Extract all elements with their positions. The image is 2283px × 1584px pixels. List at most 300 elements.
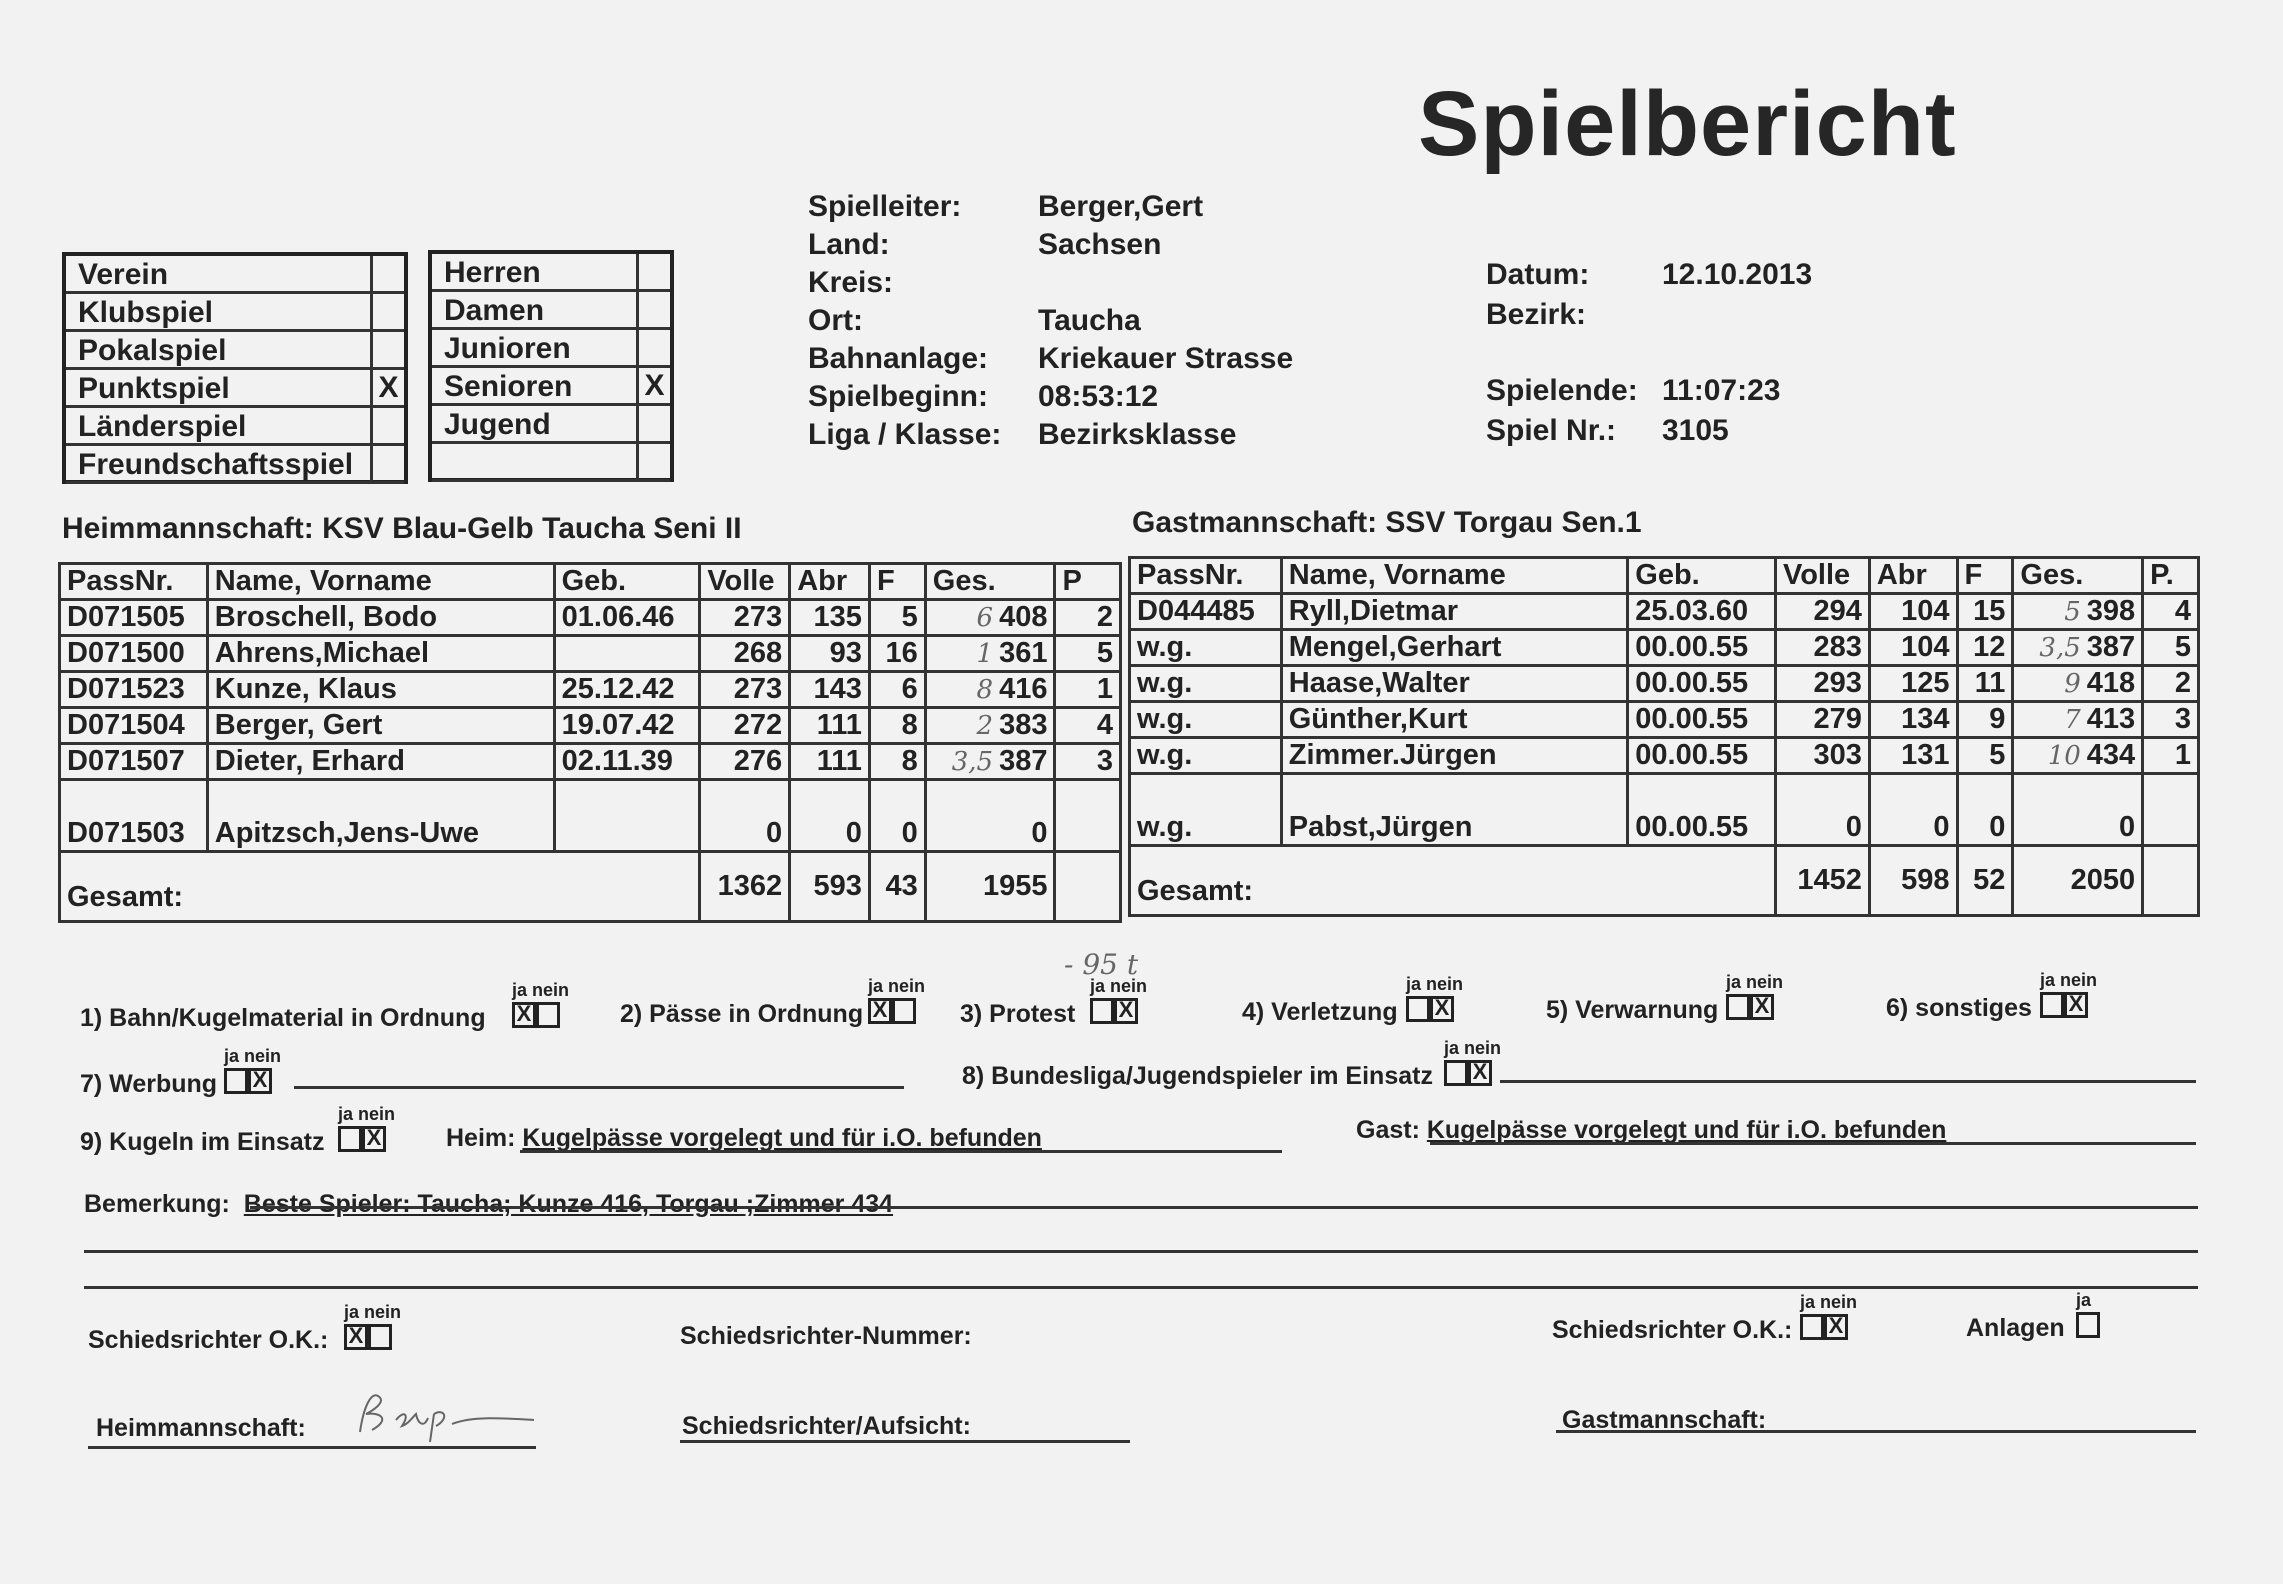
table-row: [1130, 702, 2199, 738]
q4-ja-nein: [1406, 974, 1463, 995]
q3-handwritten-note: - 95 t: [1064, 948, 1139, 981]
column-header: Geb.: [1628, 558, 1776, 594]
player-name: Broschell, Bodo: [207, 600, 554, 636]
column-header: Name, Vorname: [1281, 558, 1628, 594]
score-total: 0: [1031, 817, 1048, 849]
score-abr: 0: [1869, 774, 1957, 846]
score-f: 16: [869, 636, 925, 672]
score-total-cell: [2013, 666, 2143, 702]
table-row: [60, 708, 1121, 744]
spielnr-value: 3105: [1662, 414, 1729, 447]
q3-ja-checkbox[interactable]: [1090, 998, 1114, 1024]
type_box-label: Punktspiel: [78, 372, 230, 405]
score-total-cell: [2013, 702, 2143, 738]
player-name: Ryll,Dietmar: [1281, 594, 1628, 630]
total-f: 52: [1957, 846, 2013, 916]
q3-label: 3) Protest: [960, 1000, 1076, 1028]
pass-nr: D071504: [60, 708, 208, 744]
q4-ja-checkbox[interactable]: [1406, 996, 1430, 1022]
type_box-row: [66, 446, 404, 484]
bemerkung-label: Bemerkung:: [84, 1190, 230, 1218]
score-total-cell: [925, 672, 1055, 708]
column-header: Ges.: [2013, 558, 2143, 594]
type_box-label: Freundschaftsspiel: [78, 448, 354, 481]
ja-label: ja: [338, 1104, 354, 1124]
class_box-mark[interactable]: [636, 444, 670, 479]
q6-ja-nein: [2040, 970, 2097, 991]
ja-label: ja: [1800, 1292, 1816, 1312]
points: [1055, 780, 1121, 852]
score-volle: 283: [1776, 630, 1870, 666]
page-title: Spielbericht: [1418, 73, 1957, 175]
score-total: 0: [2119, 811, 2136, 843]
type_box-row: [66, 408, 404, 446]
pass-nr: w.g.: [1130, 630, 1282, 666]
total-f: 43: [869, 852, 925, 922]
ja-label: ja: [1090, 976, 1106, 996]
column-header: PassNr.: [60, 564, 208, 600]
nein-label: nein: [2060, 970, 2098, 990]
home-team-line: [62, 512, 742, 546]
q4-checkboxes: [1406, 996, 1454, 1022]
class_box-mark[interactable]: [636, 254, 670, 289]
ja-label: ja: [1406, 974, 1422, 994]
type_box-row: [66, 294, 404, 332]
q9-ja-checkbox[interactable]: [338, 1126, 362, 1152]
score-abr: 125: [1869, 666, 1957, 702]
schiri-ok-guest-label: Schiedsrichter O.K.:: [1552, 1316, 1793, 1344]
q8-line: [1500, 1080, 2196, 1083]
table-row: [1130, 738, 2199, 774]
player-name: Günther,Kurt: [1281, 702, 1628, 738]
points: 1: [1055, 672, 1121, 708]
bemerkung-line-3: [84, 1286, 2198, 1289]
points: 3: [2143, 702, 2199, 738]
schiri-home-ja-checkbox[interactable]: X: [344, 1324, 368, 1350]
class_box-label: Damen: [444, 294, 545, 327]
total-volle: 1452: [1776, 846, 1870, 916]
info-value: 08:53:12: [1038, 380, 1159, 413]
total-points-empty: [1055, 852, 1121, 922]
birth-date: 00.00.55: [1628, 666, 1776, 702]
column-header: Geb.: [554, 564, 700, 600]
player-name: Mengel,Gerhart: [1281, 630, 1628, 666]
column-header: Abr: [1869, 558, 1957, 594]
score-f: 12: [1957, 630, 2013, 666]
home-team-name: KSV Blau-Gelb Taucha Seni II: [322, 512, 742, 545]
q7-nein-checkbox[interactable]: X: [248, 1068, 272, 1094]
type_box-row: [66, 256, 404, 294]
class_box-mark[interactable]: [636, 292, 670, 327]
handwritten-rank: 6: [976, 603, 994, 633]
class_box-label: Jugend: [444, 408, 551, 441]
q8-ja-checkbox[interactable]: [1444, 1060, 1468, 1086]
class_box-mark[interactable]: [636, 406, 670, 441]
score-volle: 276: [700, 744, 790, 780]
birth-date: 25.12.42: [554, 672, 700, 708]
q5-nein-checkbox[interactable]: X: [1750, 994, 1774, 1020]
column-header: PassNr.: [1130, 558, 1282, 594]
q5-ja-nein: [1726, 972, 1783, 993]
nein-label: nein: [244, 1046, 282, 1066]
sig-home-label: Heimmannschaft:: [96, 1414, 306, 1442]
column-header: P.: [2143, 558, 2199, 594]
guest-team-line: [1132, 506, 1642, 540]
sig-guest-label: Gastmannschaft:: [1562, 1406, 1767, 1434]
class_box-mark[interactable]: X: [636, 368, 670, 403]
score-total-cell: [925, 636, 1055, 672]
q2-nein-checkbox[interactable]: [892, 998, 916, 1024]
column-header: P: [1055, 564, 1121, 600]
info-value: Bezirksklasse: [1038, 418, 1237, 451]
column-header: Volle: [1776, 558, 1870, 594]
nein-label: nein: [1426, 974, 1464, 994]
score-f: 9: [1957, 702, 2013, 738]
score-total-cell: [925, 780, 1055, 852]
score-abr: 135: [790, 600, 870, 636]
q1-nein-checkbox[interactable]: [536, 1002, 560, 1028]
info-label: Ort:: [808, 304, 863, 337]
column-header: Volle: [700, 564, 790, 600]
birth-date: 02.11.39: [554, 744, 700, 780]
score-total: 413: [2086, 703, 2136, 735]
score-abr: 111: [790, 744, 870, 780]
pass-nr: D071507: [60, 744, 208, 780]
q3-nein-checkbox[interactable]: X: [1114, 998, 1138, 1024]
score-volle: 273: [700, 672, 790, 708]
ja-label: ja: [868, 976, 884, 996]
score-f: 11: [1957, 666, 2013, 702]
schiri-guest-nein-checkbox[interactable]: X: [1824, 1314, 1848, 1340]
column-header: Abr: [790, 564, 870, 600]
points: 5: [2143, 630, 2199, 666]
points: [2143, 774, 2199, 846]
score-abr: 0: [790, 780, 870, 852]
birth-date: 19.07.42: [554, 708, 700, 744]
score-volle: 0: [700, 780, 790, 852]
pass-nr: D071503: [60, 780, 208, 852]
spielende-value: 11:07:23: [1662, 374, 1781, 407]
info-label: Spielbeginn:: [808, 380, 988, 413]
class_box-label: Senioren: [444, 370, 573, 403]
score-volle: 294: [1776, 594, 1870, 630]
table-row: [60, 636, 1121, 672]
q7-ja-nein: [224, 1046, 281, 1067]
score-f: 0: [1957, 774, 2013, 846]
birth-date: [554, 636, 700, 672]
nein-label: nein: [1746, 972, 1784, 992]
table-row: [60, 780, 1121, 852]
type_box-mark[interactable]: [370, 256, 404, 291]
column-header: F: [869, 564, 925, 600]
q7-line: [294, 1086, 904, 1089]
q8-ja-nein: [1444, 1038, 1501, 1059]
score-f: 8: [869, 744, 925, 780]
birth-date: 00.00.55: [1628, 702, 1776, 738]
q6-label: 6) sonstiges: [1886, 994, 2032, 1022]
class_box-label: Herren: [444, 256, 541, 289]
score-total: 398: [2086, 595, 2136, 627]
gast-kugelpaesse: [1356, 1116, 1946, 1145]
total-abr: 593: [790, 852, 870, 922]
class_box-row: [432, 292, 670, 330]
score-f: 6: [869, 672, 925, 708]
anlagen-ja: ja: [2076, 1290, 2092, 1310]
pass-nr: w.g.: [1130, 702, 1282, 738]
pass-nr: D071523: [60, 672, 208, 708]
class_box-row: [432, 330, 670, 368]
q2-ja-nein: [868, 976, 925, 997]
datum-value: 12.10.2013: [1662, 258, 1813, 291]
schiri-guest-ja-checkbox[interactable]: [1800, 1314, 1824, 1340]
score-total: 383: [999, 709, 1048, 741]
handwritten-rank: 1: [976, 639, 994, 669]
score-abr: 104: [1869, 630, 1957, 666]
sig-home-signature: [352, 1384, 542, 1449]
handwritten-rank: 7: [2064, 705, 2081, 735]
score-f: 15: [1957, 594, 2013, 630]
class_box-row: [432, 406, 670, 444]
score-total-cell: [2013, 630, 2143, 666]
q7-ja-checkbox[interactable]: [224, 1068, 248, 1094]
info-value: Taucha: [1038, 304, 1141, 337]
guest-players-table: [1128, 556, 2200, 917]
home-team-label: Heimmannschaft:: [62, 512, 314, 545]
q1-ja-checkbox[interactable]: X: [512, 1002, 536, 1028]
nein-label: nein: [358, 1104, 396, 1124]
q9-checkboxes: [338, 1126, 386, 1152]
type_box-mark[interactable]: [370, 294, 404, 329]
q2-ja-checkbox[interactable]: X: [868, 998, 892, 1024]
player-name: Berger, Gert: [207, 708, 554, 744]
ja-label: ja: [344, 1302, 360, 1322]
q1-checkboxes: [512, 1002, 560, 1028]
q2-checkboxes: [868, 998, 916, 1024]
score-volle: 303: [1776, 738, 1870, 774]
class_box-mark[interactable]: [636, 330, 670, 365]
info-label: Kreis:: [808, 266, 894, 299]
q9-label: 9) Kugeln im Einsatz: [80, 1128, 325, 1156]
q1-label: 1) Bahn/Kugelmaterial in Ordnung: [80, 1004, 486, 1032]
birth-date: 00.00.55: [1628, 630, 1776, 666]
points: 3: [1055, 744, 1121, 780]
table-row: [60, 600, 1121, 636]
nein-label: nein: [364, 1302, 402, 1322]
player-name: Haase,Walter: [1281, 666, 1628, 702]
q6-ja-checkbox[interactable]: [2040, 992, 2064, 1018]
handwritten-rank: 8: [976, 675, 994, 705]
q8-checkboxes: [1444, 1060, 1492, 1086]
q7-label: 7) Werbung: [80, 1070, 218, 1098]
score-volle: 279: [1776, 702, 1870, 738]
ja-label: ja: [512, 980, 528, 1000]
q4-nein-checkbox[interactable]: X: [1430, 996, 1454, 1022]
birth-date: 00.00.55: [1628, 774, 1776, 846]
gast-label: Gast:: [1356, 1116, 1420, 1144]
score-total-cell: [2013, 594, 2143, 630]
q3-checkboxes: [1090, 998, 1138, 1024]
info-label: Liga / Klasse:: [808, 418, 1002, 451]
score-total-cell: [2013, 738, 2143, 774]
total-row: [60, 852, 1121, 922]
score-f: 0: [869, 780, 925, 852]
handwritten-rank: 10: [2047, 741, 2081, 771]
total-label: Gesamt:: [60, 852, 700, 922]
score-total: 416: [999, 673, 1048, 705]
pass-nr: w.g.: [1130, 774, 1282, 846]
total-row: [1130, 846, 2199, 916]
bezirk-label: Bezirk:: [1486, 298, 1587, 331]
spielnr-label: Spiel Nr.:: [1486, 414, 1617, 447]
gast-line: [1430, 1142, 2196, 1145]
score-volle: 0: [1776, 774, 1870, 846]
q1-ja-nein: [512, 980, 569, 1001]
total-volle: 1362: [700, 852, 790, 922]
class_box-row: [432, 444, 670, 482]
points: 2: [2143, 666, 2199, 702]
total-label: Gesamt:: [1130, 846, 1776, 916]
spielende-label: Spielende:: [1486, 374, 1638, 407]
bemerkung-line-1: [250, 1206, 2198, 1209]
pass-nr: w.g.: [1130, 666, 1282, 702]
nein-label: nein: [1110, 976, 1148, 996]
nein-label: nein: [1820, 1292, 1858, 1312]
type_box-row: [66, 332, 404, 370]
table-row: [1130, 774, 2199, 846]
column-header: Name, Vorname: [207, 564, 554, 600]
class_box-label: Junioren: [444, 332, 571, 365]
sig-schiri-label: Schiedsrichter/Aufsicht:: [682, 1412, 971, 1440]
table-row: [60, 744, 1121, 780]
ja-label: ja: [1726, 972, 1742, 992]
type_box-label: Verein: [78, 258, 169, 291]
q4-label: 4) Verletzung: [1242, 998, 1398, 1026]
type_box-row: [66, 370, 404, 408]
score-total-cell: [925, 600, 1055, 636]
type_box-mark[interactable]: [370, 408, 404, 443]
q8-nein-checkbox[interactable]: X: [1468, 1060, 1492, 1086]
ja-label: ja: [1444, 1038, 1460, 1058]
score-total: 387: [2086, 631, 2136, 663]
bemerkung: [84, 1190, 893, 1219]
info-value: Berger,Gert: [1038, 190, 1204, 223]
table-row: [60, 672, 1121, 708]
birth-date: 01.06.46: [554, 600, 700, 636]
points: 4: [1055, 708, 1121, 744]
column-header: Ges.: [925, 564, 1055, 600]
player-class-box: [428, 250, 674, 482]
column-header: F: [1957, 558, 2013, 594]
pass-nr: D071500: [60, 636, 208, 672]
nein-label: nein: [888, 976, 926, 996]
heim-line: [520, 1150, 1282, 1153]
heim-text: Kugelpässe vorgelegt und für i.O. befunden: [522, 1124, 1042, 1152]
score-volle: 273: [700, 600, 790, 636]
bemerkung-text: Beste Spieler: Taucha; Kunze 416, Torgau ;Zimmer 434: [243, 1190, 894, 1218]
points: 5: [1055, 636, 1121, 672]
q8-label: 8) Bundesliga/Jugendspieler im Einsatz: [962, 1062, 1433, 1090]
type_box-mark[interactable]: X: [370, 370, 404, 405]
sig-schiri-line: [680, 1440, 1130, 1443]
q5-label: 5) Verwarnung: [1546, 996, 1719, 1024]
class_box-row: [432, 368, 670, 406]
score-total: 434: [2086, 739, 2136, 771]
type_box-label: Klubspiel: [78, 296, 214, 329]
score-total: 361: [999, 637, 1048, 669]
guest-team-name: SSV Torgau Sen.1: [1385, 506, 1642, 539]
player-name: Ahrens,Michael: [207, 636, 554, 672]
anlagen-label: Anlagen: [1966, 1314, 2065, 1342]
total-ges: 1955: [925, 852, 1055, 922]
info-value: Kriekauer Strasse: [1038, 342, 1294, 375]
ja-label: ja: [2040, 970, 2056, 990]
score-total-cell: [925, 708, 1055, 744]
score-abr: 134: [1869, 702, 1957, 738]
ja-label: ja: [224, 1046, 240, 1066]
player-name: Apitzsch,Jens-Uwe: [207, 780, 554, 852]
q2-label: 2) Pässe in Ordnung: [620, 1000, 864, 1028]
score-abr: 104: [1869, 594, 1957, 630]
score-total: 387: [999, 745, 1048, 777]
datum-label: Datum:: [1486, 258, 1590, 291]
q6-nein-checkbox[interactable]: X: [2064, 992, 2088, 1018]
score-volle: 293: [1776, 666, 1870, 702]
total-abr: 598: [1869, 846, 1957, 916]
player-name: Pabst,Jürgen: [1281, 774, 1628, 846]
q5-ja-checkbox[interactable]: [1726, 994, 1750, 1020]
type_box-mark[interactable]: [370, 332, 404, 367]
type_box-mark[interactable]: [370, 446, 404, 481]
sig-home-line: [88, 1446, 536, 1449]
score-volle: 268: [700, 636, 790, 672]
points: 1: [2143, 738, 2199, 774]
score-abr: 131: [1869, 738, 1957, 774]
q9-nein-checkbox[interactable]: X: [362, 1126, 386, 1152]
birth-date: [554, 780, 700, 852]
nein-label: nein: [532, 980, 570, 1000]
heim-label: Heim:: [446, 1124, 516, 1152]
pass-nr: D071505: [60, 600, 208, 636]
player-name: Dieter, Erhard: [207, 744, 554, 780]
anlagen-ja-checkbox[interactable]: [2076, 1312, 2100, 1338]
table-row: [1130, 666, 2199, 702]
pass-nr: w.g.: [1130, 738, 1282, 774]
q7-checkboxes: [224, 1068, 272, 1094]
table-header-row: [1130, 558, 2199, 594]
q5-checkboxes: [1726, 994, 1774, 1020]
sig-guest-line: [1556, 1430, 2196, 1433]
points: 2: [1055, 600, 1121, 636]
birth-date: 00.00.55: [1628, 738, 1776, 774]
player-name: Kunze, Klaus: [207, 672, 554, 708]
score-total-cell: [2013, 774, 2143, 846]
class_box-row: [432, 254, 670, 292]
pass-nr: D044485: [1130, 594, 1282, 630]
q6-checkboxes: [2040, 992, 2088, 1018]
score-f: 5: [1957, 738, 2013, 774]
info-label: Spielleiter:: [808, 190, 962, 223]
handwritten-rank: 5: [2064, 597, 2081, 627]
anlagen-checkbox-wrap: [2076, 1312, 2100, 1338]
schiri-home-nein-checkbox[interactable]: [368, 1324, 392, 1350]
points: 4: [2143, 594, 2199, 630]
handwritten-rank: 3,5: [951, 747, 994, 777]
table-row: [1130, 594, 2199, 630]
table-header-row: [60, 564, 1121, 600]
handwritten-rank: 2: [976, 711, 994, 741]
score-total: 408: [999, 601, 1048, 633]
schiri-ok-home-checkboxes: [344, 1324, 392, 1350]
